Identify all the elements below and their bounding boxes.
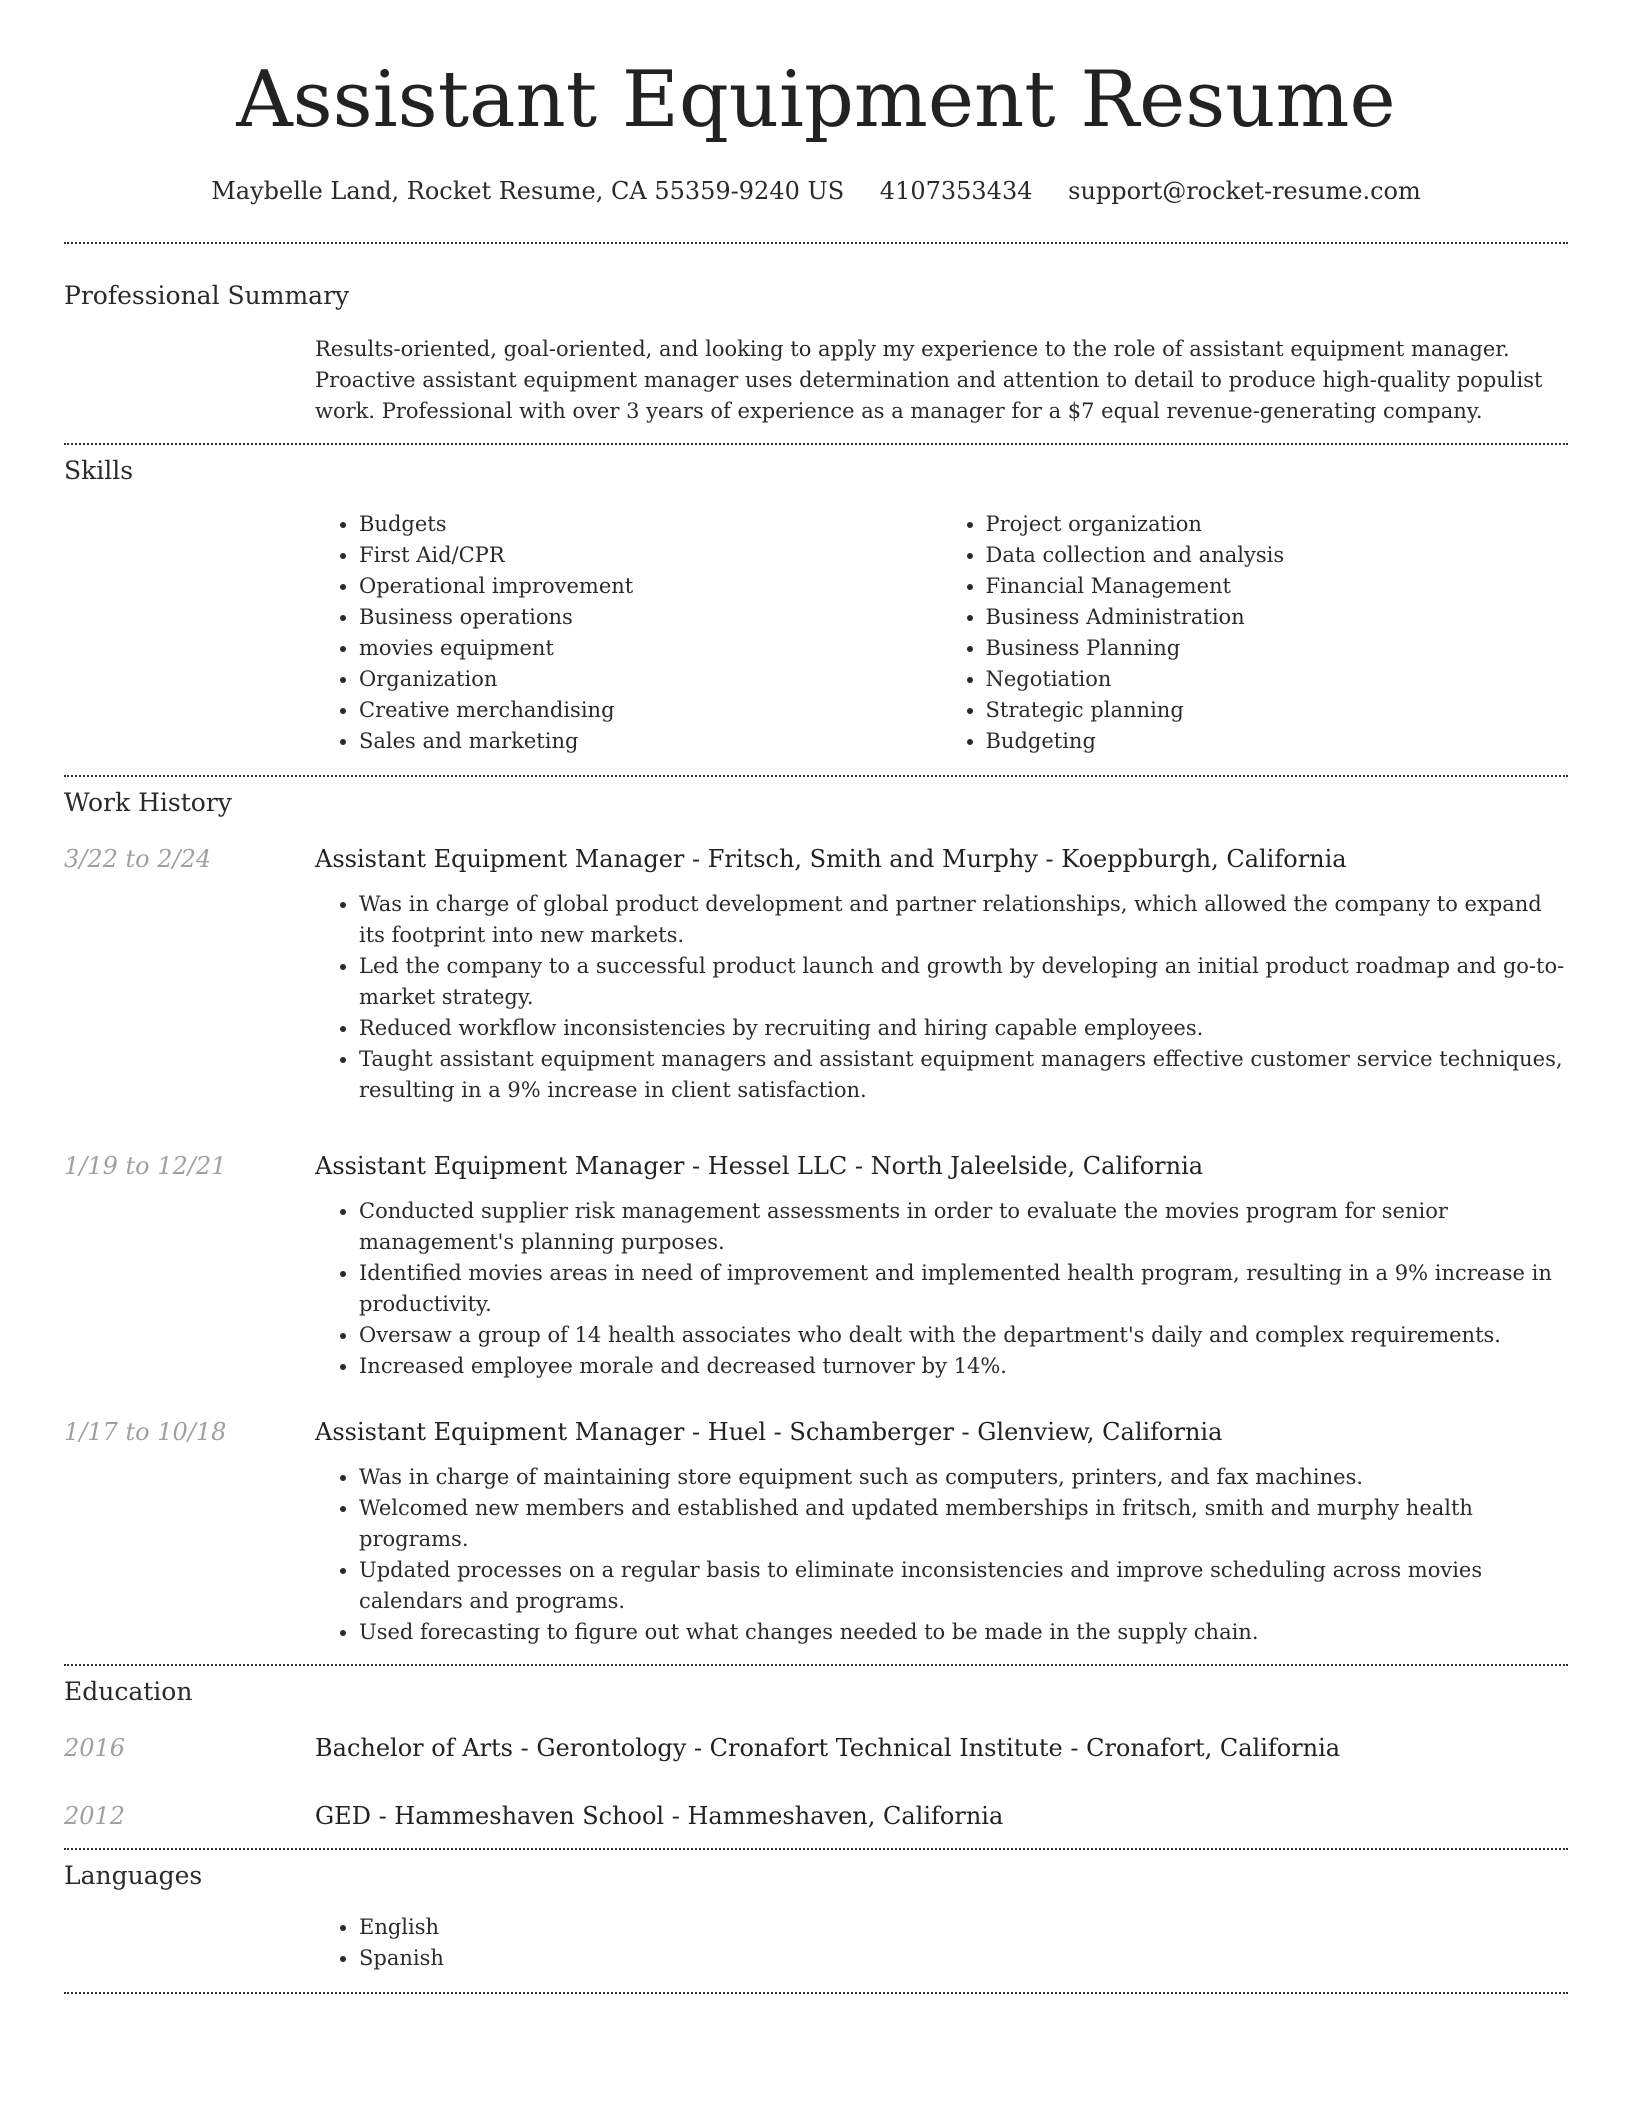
contact-address: Maybelle Land, Rocket Resume, CA 55359-9240 US [211, 177, 845, 205]
job-bullet: • Taught assistant equipment managers and assistant equipment managers effective customer service techniques, resulting in a 9% increase in client satisfaction. [359, 1044, 1568, 1106]
skill-item: • Strategic planning [986, 695, 1569, 726]
languages-section [64, 1850, 1568, 1974]
skill-item: • Financial Management [986, 571, 1569, 602]
education-detail: Bachelor of Arts - Gerontology - Cronafort Technical Institute - Cronafort, California [315, 1734, 1341, 1762]
job-bullet: • Led the company to a successful product launch and growth by developing an initial product roadmap and go-to-market strategy. [359, 951, 1568, 1013]
education-heading: Education [64, 1677, 193, 1706]
skill-item: • Negotiation [986, 664, 1569, 695]
summary-content [315, 334, 1568, 427]
skill-item: • Sales and marketing [359, 726, 942, 757]
skills-list-right [942, 509, 1569, 757]
section-divider [64, 1992, 1568, 1994]
job-bullets [315, 1196, 1568, 1382]
job-bullet: • Was in charge of global product development and partner relationships, which allowed the company to expand its footprint into new markets. [359, 889, 1568, 951]
summary-heading: Professional Summary [64, 281, 350, 310]
job-bullet: • Oversaw a group of 14 health associates who dealt with the department's daily and complex requirements. [359, 1320, 1568, 1351]
job-entry [64, 1416, 1568, 1648]
skill-item: • Business Administration [986, 602, 1569, 633]
job-bullet: • Reduced workflow inconsistencies by recruiting and hiring capable employees. [359, 1013, 1568, 1044]
language-item: • Spanish [359, 1943, 1568, 1974]
skill-item: • Budgeting [986, 726, 1569, 757]
job-bullet: • Was in charge of maintaining store equipment such as computers, printers, and fax machines. [359, 1462, 1568, 1493]
education-detail: GED - Hammeshaven School - Hammeshaven, California [315, 1802, 1004, 1830]
education-entry [64, 1732, 1568, 1764]
skill-item: • movies equipment [359, 633, 942, 664]
education-year: 2016 [64, 1734, 126, 1762]
contact-line [64, 176, 1568, 206]
skill-item: • First Aid/CPR [359, 540, 942, 571]
job-bullet: • Used forecasting to figure out what changes needed to be made in the supply chain. [359, 1617, 1568, 1648]
job-bullets [315, 889, 1568, 1106]
languages-content [315, 1912, 1568, 1974]
job-entry [64, 843, 1568, 1106]
job-bullet: • Updated processes on a regular basis to eliminate inconsistencies and improve scheduling across movies calendars and programs. [359, 1555, 1568, 1617]
skill-item: • Business operations [359, 602, 942, 633]
skills-section [64, 445, 1568, 757]
skill-item: • Creative merchandising [359, 695, 942, 726]
job-bullet: • Increased employee morale and decreased turnover by 14%. [359, 1351, 1568, 1382]
skill-item: • Organization [359, 664, 942, 695]
education-year: 2012 [64, 1802, 126, 1830]
language-item: • English [359, 1912, 1568, 1943]
job-dates: 1/19 to 12/21 [64, 1152, 227, 1180]
contact-email: support@rocket-resume.com [1068, 177, 1421, 205]
education-entry [64, 1800, 1568, 1832]
skills-list-left [315, 509, 942, 757]
education-section [64, 1666, 1568, 1832]
work-history-heading: Work History [64, 788, 232, 817]
job-title: Assistant Equipment Manager - Huel - Schamberger - Glenview, California [315, 1418, 1223, 1446]
skill-item: • Operational improvement [359, 571, 942, 602]
resume-title: Assistant Equipment Resume [236, 55, 1396, 145]
skills-heading: Skills [64, 456, 134, 485]
skill-item: • Project organization [986, 509, 1569, 540]
languages-heading: Languages [64, 1861, 203, 1890]
job-title: Assistant Equipment Manager - Hessel LLC - North Jaleelside, California [315, 1152, 1204, 1180]
skills-grid [315, 509, 1568, 757]
job-dates: 3/22 to 2/24 [64, 845, 212, 873]
job-bullet: • Identified movies areas in need of improvement and implemented health program, resulting in a 9% increase in productivity. [359, 1258, 1568, 1320]
summary-section [64, 244, 1568, 427]
job-entry [64, 1150, 1568, 1382]
job-bullet: • Welcomed new members and established and updated memberships in fritsch, smith and murphy health programs. [359, 1493, 1568, 1555]
languages-list [315, 1912, 1568, 1974]
summary-text: Results-oriented, goal-oriented, and looking to apply my experience to the role of assistant equipment manager. Proactive assistant equipment manager uses determination and attention to detail to produce high-quality populist work. Professional with over 3 years of experience as a manager for a $7 equal revenue-generating company. [315, 337, 1543, 423]
skill-item: • Data collection and analysis [986, 540, 1569, 571]
job-bullets [315, 1462, 1568, 1648]
job-bullet: • Conducted supplier risk management assessments in order to evaluate the movies program for senior management's planning purposes. [359, 1196, 1568, 1258]
work-history-section [64, 777, 1568, 1648]
job-title: Assistant Equipment Manager - Fritsch, Smith and Murphy - Koeppburgh, California [315, 845, 1347, 873]
contact-phone: 4107353434 [879, 177, 1033, 205]
job-dates: 1/17 to 10/18 [64, 1418, 227, 1446]
skill-item: • Budgets [359, 509, 942, 540]
skill-item: • Business Planning [986, 633, 1569, 664]
